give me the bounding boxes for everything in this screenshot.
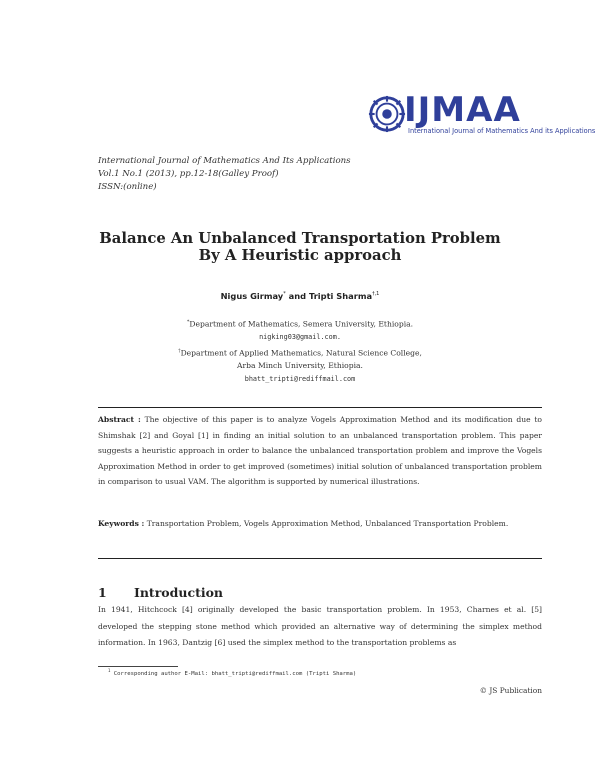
author-mark: †,1 [372,291,380,298]
author-name: Tripti Sharma [308,291,373,301]
logo-wordmark: IJMAA [404,90,521,130]
footnote-mark: 1 [108,668,111,673]
footnote-text: Corresponding author E-Mail: bhatt_tripti@rediffmail.com (Tripti Sharma) [113,670,357,677]
journal-info [98,155,351,195]
keywords [98,516,542,532]
logo-emblem-icon [368,95,406,133]
divider [98,407,542,408]
author-mark: * [283,291,286,298]
affiliation-mark: † [178,348,181,354]
journal-issn: ISSN:(online) [98,182,157,193]
affiliation-line: †Department of Applied Mathematics, Natural Science College, [178,348,422,358]
logo-subtitle: International Journal of Mathematics And its Applications [408,127,596,135]
section-body: In 1941, Hitchcock [4] originally developed the basic transportation problem. In 1953, Charnes et al. [5] developed the stepping stone method which provided an alternative way of determining the simplex method information. In 1963, Dantzig [6] used the simplex method to the transportation problems as [98,605,542,647]
publisher-credit: © JS Publication [479,686,542,695]
abstract-label: Abstract : [98,415,141,424]
section-title: Introduction [134,585,224,600]
keywords-label: Keywords : [98,519,145,528]
affiliation-line: *Department of Mathematics, Semera University, Ethiopia. [186,319,414,329]
abstract-text: The objective of this paper is to analyze Vogels Approximation Method and its modification due to Shimshak [2] and Goyal [1] in finding an initial solution to an unbalanced transportation problem. This paper suggests a heuristic approach in order to balance the unbalanced transportation problem and improve the Vogels Approximation Method in order to get improved (sometimes) initial solution of unbalanced transportation problem in comparison to usual VAM. The algorithm is supported by numerical illustrations. [98,415,543,487]
divider [98,558,542,559]
journal-volume: Vol.1 No.1 (2013), pp.12-18(Galley Proof) [98,169,279,180]
section-heading [98,585,223,600]
footnote [108,668,356,677]
footnote-rule [98,666,178,667]
paper-authors [98,291,502,301]
author-email: nigking03@gmail.com. [259,333,341,341]
keywords-text: Transportation Problem, Vogels Approximation Method, Unbalanced Transportation Problem. [146,519,509,528]
affiliation-line: Arba Minch University, Ethiopia. [237,361,363,370]
journal-name: International Journal of Mathematics And Its Applications [98,156,351,166]
author-name: Nigus Girmay [220,291,284,301]
affiliation-mark: * [186,319,190,325]
section-number: 1 [98,585,107,600]
author-email: bhatt_tripti@rediffmail.com [244,375,356,383]
journal-logo [368,90,596,139]
paper-title: Balance An Unbalanced Transportation Problem By A Heuristic approach [99,230,501,264]
abstract [98,412,542,490]
author-conjunction: and [288,291,307,301]
